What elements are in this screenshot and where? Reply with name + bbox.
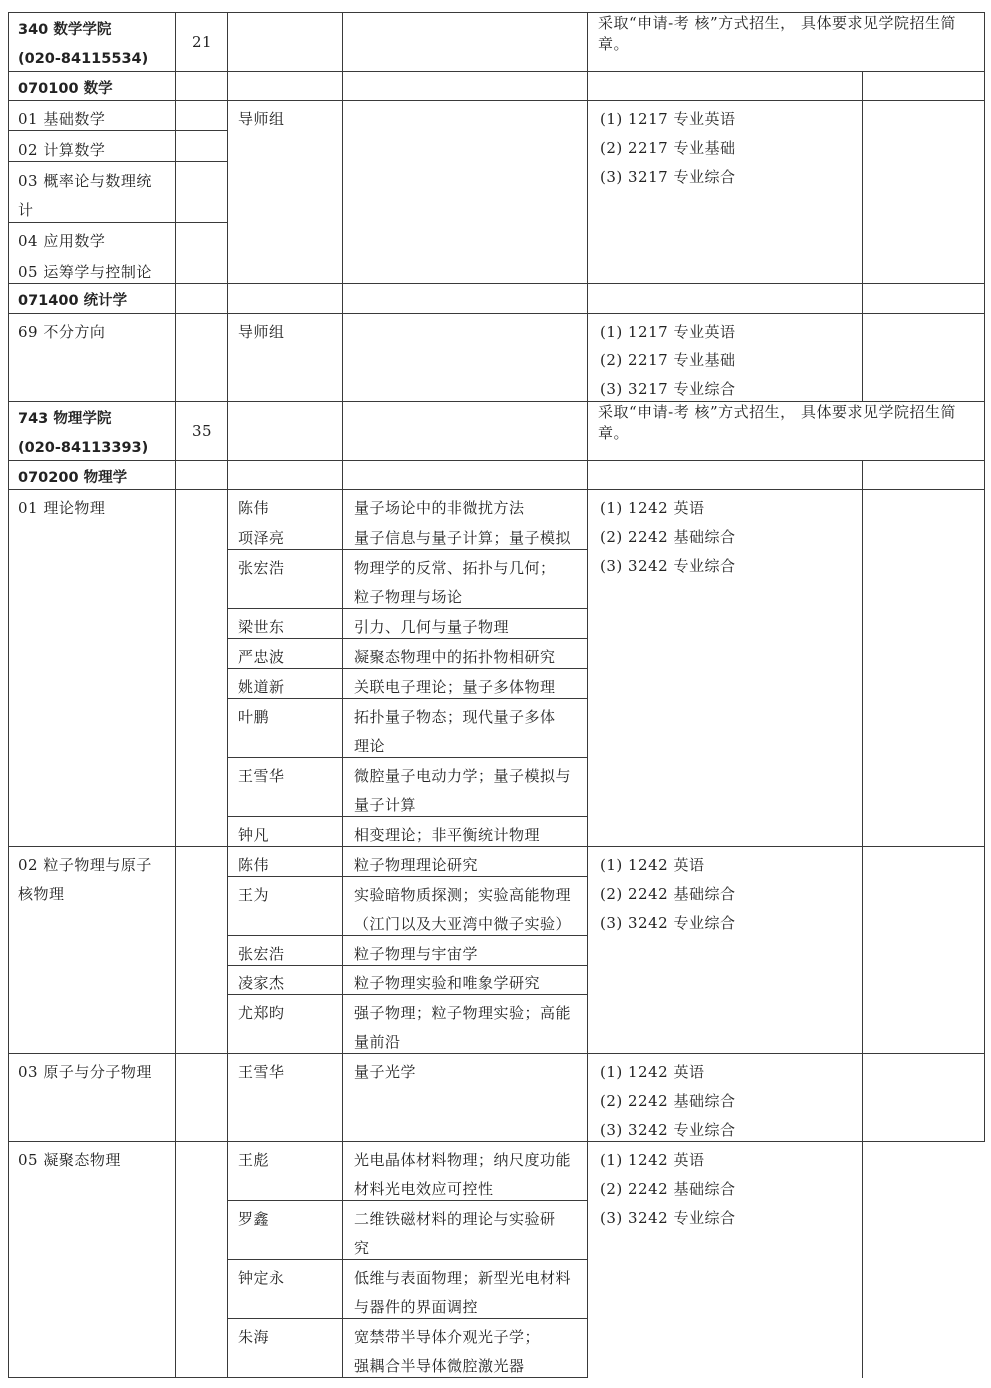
exam-subject: (2) 2242 基础综合 xyxy=(600,528,736,546)
exam-subject: (3) 3217 专业综合 xyxy=(600,168,736,186)
table-rule xyxy=(8,130,228,131)
direction-item: 04 应用数学 xyxy=(18,232,106,250)
physics-major-title: 070200 物理学 xyxy=(18,470,128,486)
table-rule xyxy=(227,12,228,1378)
table-rule xyxy=(227,638,588,639)
research-topic: 粒子物理与宇宙学 xyxy=(354,945,479,963)
exam-subject: (1) 1242 英语 xyxy=(600,1063,705,1081)
research-topic-continued: 材料光电效应可控性 xyxy=(354,1180,494,1198)
physics-school-phone: (020-84113393) xyxy=(18,440,149,456)
research-topic: 强子物理；粒子物理实验；高能 xyxy=(354,1004,572,1022)
table-rule xyxy=(984,12,985,1142)
research-topic-continued: （江门以及大亚湾中微子实验） xyxy=(354,915,572,933)
supervisor-name: 钟凡 xyxy=(238,826,270,844)
research-topic: 相变理论；非平衡统计物理 xyxy=(354,826,541,844)
table-rule xyxy=(227,1318,588,1319)
exam-subject: (2) 2242 基础综合 xyxy=(600,885,736,903)
table-rule xyxy=(8,100,985,101)
research-topic: 拓扑量子物态；现代量子多体 xyxy=(354,708,556,726)
table-rule xyxy=(227,608,588,609)
research-topic: 量子光学 xyxy=(354,1063,417,1081)
exam-subject: (2) 2242 基础综合 xyxy=(600,1092,736,1110)
supervisor-name: 叶鹏 xyxy=(238,708,270,726)
supervisor-name: 凌家杰 xyxy=(238,974,285,992)
supervisor-name: 梁世东 xyxy=(238,618,285,636)
table-rule xyxy=(227,876,588,877)
supervisor-name: 尤郑昀 xyxy=(238,1004,285,1022)
direction-item: 01 理论物理 xyxy=(18,499,106,517)
direction-item: 05 凝聚态物理 xyxy=(18,1151,121,1169)
math-major-title: 070100 数学 xyxy=(18,81,113,97)
statistics-major-title: 071400 统计学 xyxy=(18,293,128,309)
math-admission-note: 采取“申请-考 核”方式招生， 具体要求见学院招生简章。 xyxy=(598,14,956,53)
supervisor-name: 王雪华 xyxy=(238,767,285,785)
exam-subject: (2) 2217 专业基础 xyxy=(600,139,736,157)
exam-subject: (3) 3242 专业综合 xyxy=(600,1121,736,1139)
table-rule xyxy=(8,1141,985,1142)
table-rule xyxy=(8,222,228,223)
physics-admission-note: 采取“申请-考 核”方式招生， 具体要求见学院招生简章。 xyxy=(598,403,956,442)
exam-subject: (2) 2217 专业基础 xyxy=(600,351,736,369)
math-school-phone: (020-84115534) xyxy=(18,51,149,67)
supervisor-name: 张宏浩 xyxy=(238,559,285,577)
table-rule xyxy=(8,489,985,490)
supervisor-group: 导师组 xyxy=(238,110,285,128)
table-rule xyxy=(8,460,985,461)
research-topic-continued: 量前沿 xyxy=(354,1033,401,1051)
physics-quota: 35 xyxy=(192,422,213,440)
exam-subject: (3) 3217 专业综合 xyxy=(600,380,736,398)
direction-item: 03 原子与分子物理 xyxy=(18,1063,152,1081)
research-topic-continued: 究 xyxy=(354,1239,370,1257)
table-rule xyxy=(175,12,176,1378)
table-rule xyxy=(8,283,985,284)
table-rule xyxy=(587,12,588,1378)
table-rule xyxy=(227,1200,588,1201)
research-topic-continued: 理论 xyxy=(354,737,386,755)
table-rule xyxy=(8,71,985,72)
table-rule xyxy=(227,757,588,758)
table-rule xyxy=(227,935,588,936)
supervisor-name: 朱海 xyxy=(238,1328,270,1346)
research-topic: 量子场论中的非微扰方法 xyxy=(354,499,525,517)
exam-subject: (1) 1242 英语 xyxy=(600,856,705,874)
table-rule xyxy=(8,161,228,162)
research-topic-continued: 与器件的界面调控 xyxy=(354,1298,479,1316)
research-topic-continued: 量子计算 xyxy=(354,796,417,814)
direction-item-continued: 核物理 xyxy=(18,885,65,903)
research-topic: 粒子物理理论研究 xyxy=(354,856,479,874)
table-rule xyxy=(8,313,985,314)
exam-subject: (1) 1217 专业英语 xyxy=(600,110,736,128)
table-rule xyxy=(227,698,588,699)
supervisor-name: 王雪华 xyxy=(238,1063,285,1081)
exam-subject: (3) 3242 专业综合 xyxy=(600,1209,736,1227)
direction-item: 05 运筹学与控制论 xyxy=(18,263,152,281)
research-topic: 微腔量子电动力学；量子模拟与 xyxy=(354,767,572,785)
table-rule xyxy=(862,71,863,402)
direction-item-continued: 计 xyxy=(18,201,34,219)
research-topic: 低维与表面物理；新型光电材料 xyxy=(354,1269,572,1287)
exam-subject: (1) 1217 专业英语 xyxy=(600,323,736,341)
table-rule xyxy=(8,12,9,1378)
direction-item: 69 不分方向 xyxy=(18,323,106,341)
research-topic-continued: 粒子物理与场论 xyxy=(354,588,463,606)
exam-subject: (3) 3242 专业综合 xyxy=(600,557,736,575)
supervisor-group: 导师组 xyxy=(238,323,285,341)
research-topic-continued: 强耦合半导体微腔激光器 xyxy=(354,1357,525,1375)
math-school-code: 340 数学学院 xyxy=(18,22,112,38)
table-rule xyxy=(8,846,985,847)
table-rule xyxy=(227,668,588,669)
exam-subject: (2) 2242 基础综合 xyxy=(600,1180,736,1198)
supervisor-name: 项泽亮 xyxy=(238,529,285,547)
supervisor-name: 钟定永 xyxy=(238,1269,285,1287)
exam-subject: (1) 1242 英语 xyxy=(600,499,705,517)
supervisor-name: 陈伟 xyxy=(238,856,270,874)
table-rule xyxy=(8,1053,985,1054)
supervisor-name: 罗鑫 xyxy=(238,1210,270,1228)
supervisor-name: 姚道新 xyxy=(238,678,285,696)
research-topic: 宽禁带半导体介观光子学； xyxy=(354,1328,541,1346)
direction-item: 03 概率论与数理统 xyxy=(18,172,152,190)
physics-school-code: 743 物理学院 xyxy=(18,411,112,427)
research-topic: 物理学的反常、拓扑与几何； xyxy=(354,559,556,577)
table-rule xyxy=(227,994,588,995)
direction-item: 02 粒子物理与原子 xyxy=(18,856,152,874)
research-topic: 关联电子理论；量子多体物理 xyxy=(354,678,556,696)
research-topic: 凝聚态物理中的拓扑物相研究 xyxy=(354,648,556,666)
table-rule xyxy=(8,1377,588,1378)
table-rule xyxy=(862,460,863,1378)
exam-subject: (1) 1242 英语 xyxy=(600,1151,705,1169)
research-topic: 粒子物理实验和唯象学研究 xyxy=(354,974,541,992)
research-topic: 量子信息与量子计算；量子模拟 xyxy=(354,529,572,547)
research-topic: 实验暗物质探测；实验高能物理 xyxy=(354,886,572,904)
exam-subject: (3) 3242 专业综合 xyxy=(600,914,736,932)
supervisor-name: 王为 xyxy=(238,886,270,904)
table-rule xyxy=(227,965,588,966)
supervisor-name: 张宏浩 xyxy=(238,945,285,963)
direction-item: 01 基础数学 xyxy=(18,110,106,128)
table-rule xyxy=(227,549,588,550)
table-rule xyxy=(227,816,588,817)
table-rule xyxy=(227,1259,588,1260)
research-topic: 引力、几何与量子物理 xyxy=(354,618,510,636)
research-topic: 光电晶体材料物理；纳尺度功能 xyxy=(354,1151,572,1169)
supervisor-name: 王彪 xyxy=(238,1151,270,1169)
direction-item: 02 计算数学 xyxy=(18,141,106,159)
math-quota: 21 xyxy=(192,33,213,51)
supervisor-name: 严忠波 xyxy=(238,648,285,666)
table-rule xyxy=(342,12,343,1378)
supervisor-name: 陈伟 xyxy=(238,499,270,517)
research-topic: 二维铁磁材料的理论与实验研 xyxy=(354,1210,556,1228)
